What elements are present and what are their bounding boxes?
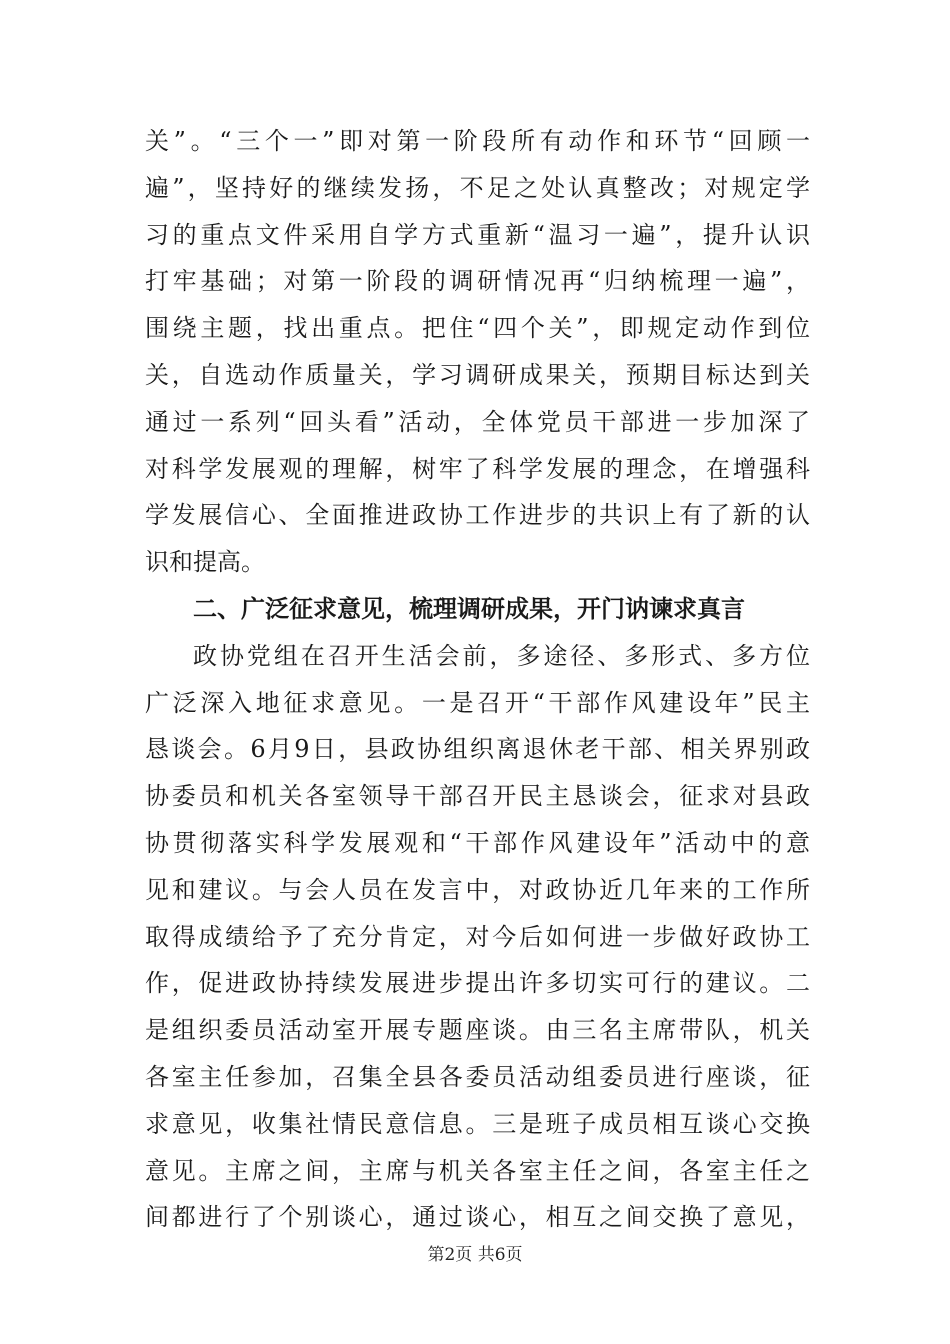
text-line: 打牢基础；对第一阶段的调研情况再“归纳梳理一遍”， — [145, 267, 810, 296]
text-line: 关”。“三个一”即对第一阶段所有动作和环节“回顾一 — [145, 127, 810, 155]
text-line: 各室主任参加，召集全县各委员活动组委员进行座谈，征 — [145, 1062, 810, 1091]
text-line: 对科学发展观的理解，树牢了科学发展的理念，在增强科 — [145, 454, 810, 483]
text-line: 习的重点文件采用自学方式重新“温习一遍”，提升认识 — [145, 220, 810, 249]
text-line: 恳谈会。6月9日，县政协组织离退休老干部、相关界别政 — [145, 735, 810, 764]
section-heading: 二、广泛征求意见，梳理调研成果，开门讷谏求真言 — [193, 594, 745, 623]
text-line: 通过一系列“回头看”活动，全体党员干部进一步加深了 — [145, 407, 810, 436]
text-line: 广泛深入地征求意见。一是召开“干部作风建设年”民主 — [145, 688, 810, 717]
text-line: 协委员和机关各室领导干部召开民主恳谈会，征求对县政 — [145, 782, 810, 811]
text-line: 识和提高。 — [145, 548, 265, 577]
text-line: 遍”，坚持好的继续发扬，不足之处认真整改；对规定学 — [145, 173, 810, 202]
text-line: 协贯彻落实科学发展观和“干部作风建设年”活动中的意 — [145, 828, 810, 857]
text-line: 间都进行了个别谈心，通过谈心，相互之间交换了意见， — [145, 1203, 810, 1232]
text-line: 关，自选动作质量关，学习调研成果关，预期目标达到关 — [145, 360, 810, 389]
text-line: 学发展信心、全面推进政协工作进步的共识上有了新的认 — [145, 501, 810, 530]
page-footer: 第2页 共6页 — [427, 1245, 523, 1265]
text-line: 是组织委员活动室开展专题座谈。由三名主席带队，机关 — [145, 1016, 810, 1045]
text-line: 见和建议。与会人员在发言中，对政协近几年来的工作所 — [145, 875, 810, 904]
text-line: 求意见，收集社情民意信息。三是班子成员相互谈心交换 — [145, 1109, 810, 1138]
text-line: 政协党组在召开生活会前，多途径、多形式、多方位 — [193, 641, 810, 670]
text-line: 围绕主题，找出重点。把住“四个关”，即规定动作到位 — [145, 314, 810, 343]
text-line: 取得成绩给予了充分肯定，对今后如何进一步做好政协工 — [145, 922, 810, 951]
body-text — [145, 118, 810, 1241]
text-line: 意见。主席之间，主席与机关各室主任之间，各室主任之 — [145, 1156, 810, 1185]
text-line: 作，促进政协持续发展进步提出许多切实可行的建议。二 — [145, 969, 810, 998]
